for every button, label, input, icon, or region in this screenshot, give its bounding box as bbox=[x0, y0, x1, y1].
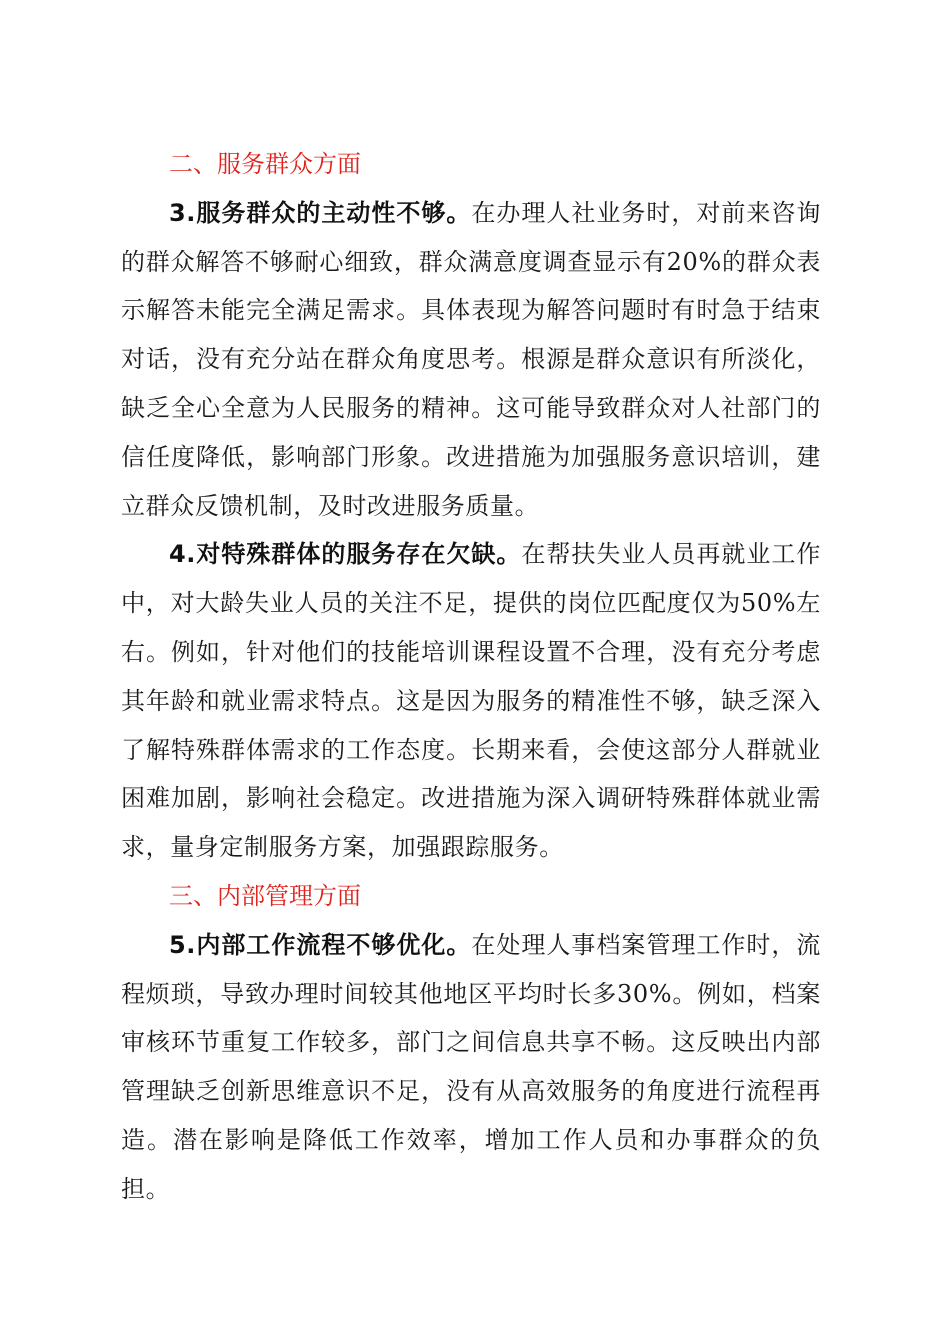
paragraph-lead: 5.内部工作流程不够优化。 bbox=[169, 930, 472, 959]
paragraph-lead: 4.对特殊群体的服务存在欠缺。 bbox=[169, 540, 522, 569]
section-heading-service: 二、服务群众方面 bbox=[169, 150, 361, 178]
paragraph-lead: 3.服务群众的主动性不够。 bbox=[169, 198, 472, 227]
paragraph-item-4 bbox=[121, 530, 821, 872]
paragraph-body: 在处理人事档案管理工作时，流程烦琐，导致办理时间较其他地区平均时长多30%。例如，档案审核环节重复工作较多，部门之间信息共享不畅。这反映出内部管理缺乏创新思维意识不足，没有从高效服务的角度进行流程再造。潜在影响是降低工作效率，增加工作人员和办事群众的负担。 bbox=[121, 930, 821, 1203]
document-page bbox=[121, 140, 821, 1214]
paragraph-item-5 bbox=[121, 921, 821, 1214]
paragraph-body: 在办理人社业务时，对前来咨询的群众解答不够耐心细致，群众满意度调查显示有20%的群众表示解答未能完全满足需求。具体表现为解答问题时有时急于结束对话，没有充分站在群众角度思考。根源是群众意识有所淡化，缺乏全心全意为人民服务的精神。这可能导致群众对人社部门的信任度降低，影响部门形象。改进措施为加强服务意识培训，建立群众反馈机制，及时改进服务质量。 bbox=[121, 198, 821, 520]
paragraph-body: 在帮扶失业人员再就业工作中，对大龄失业人员的关注不足，提供的岗位匹配度仅为50%左右。例如，针对他们的技能培训课程设置不合理，没有充分考虑其年龄和就业需求特点。这是因为服务的精准性不够，缺乏深入了解特殊群体需求的工作态度。长期来看，会使这部分人群就业困难加剧，影响社会稳定。改进措施为深入调研特殊群体就业需求，量身定制服务方案，加强跟踪服务。 bbox=[121, 540, 821, 862]
paragraph-item-3 bbox=[121, 189, 821, 531]
section-heading-internal: 三、内部管理方面 bbox=[169, 881, 361, 910]
